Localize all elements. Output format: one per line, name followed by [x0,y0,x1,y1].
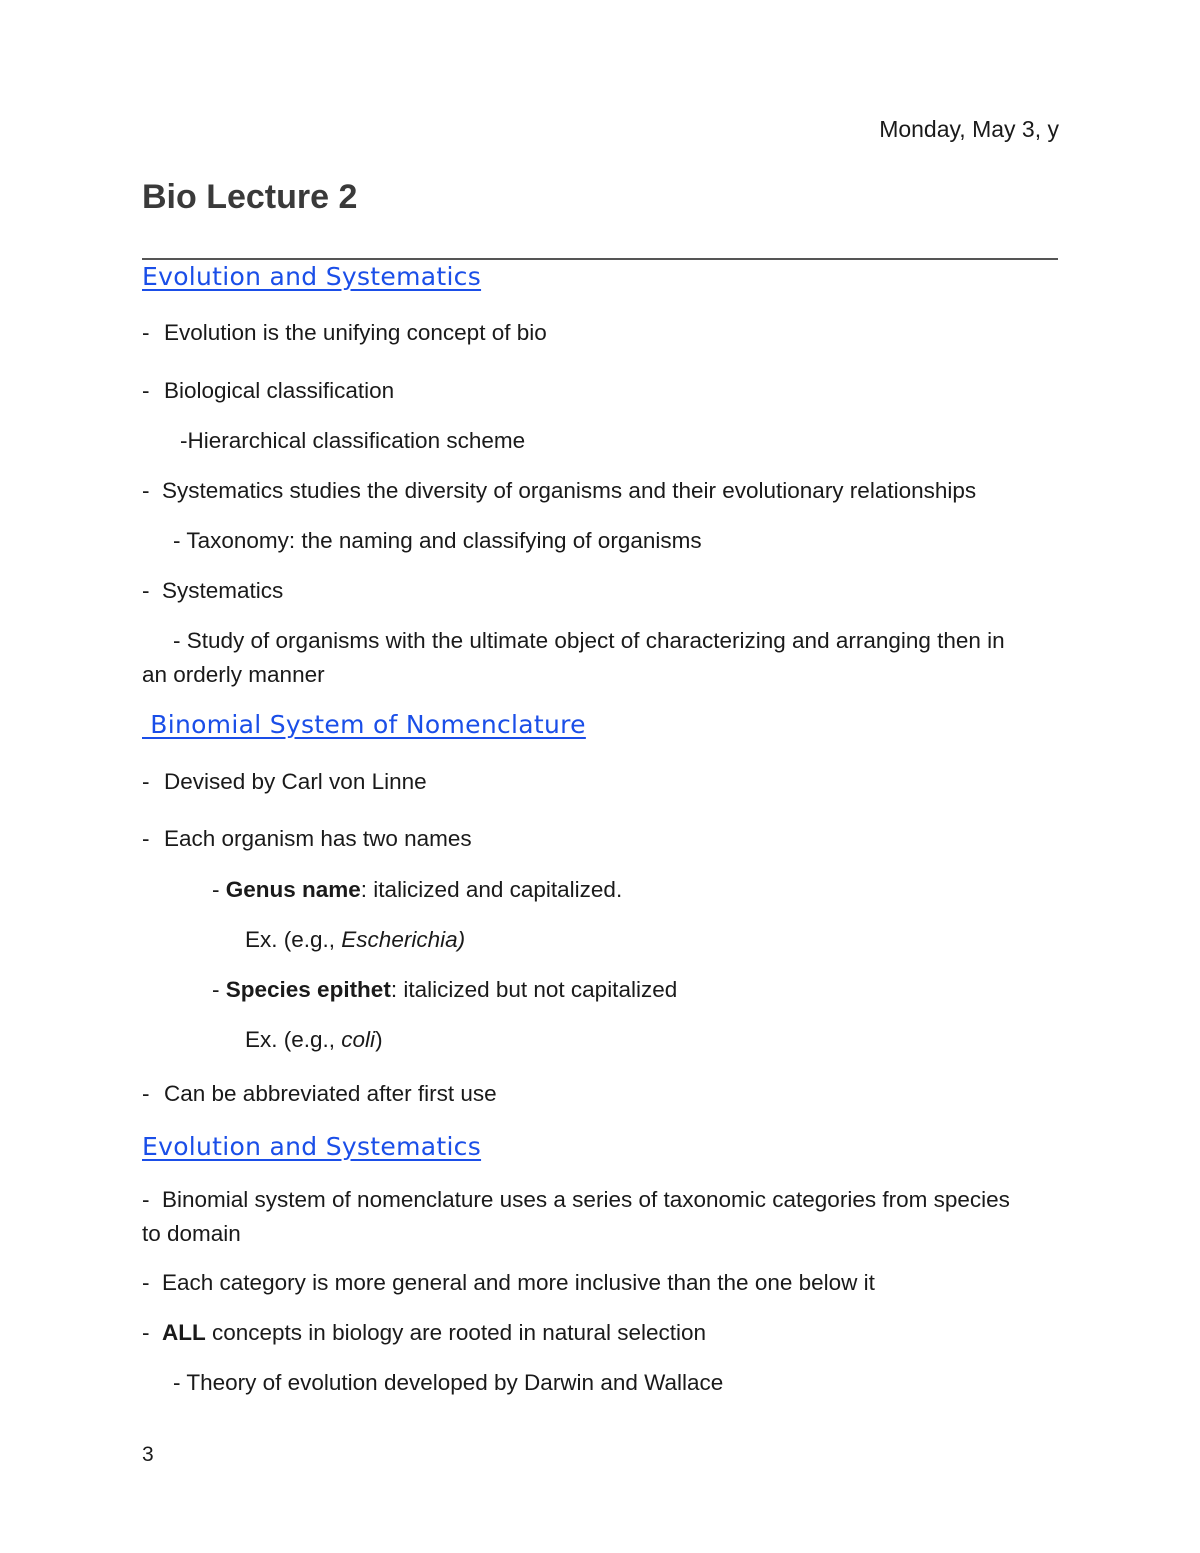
example-suffix: ) [375,1027,383,1052]
sub-bullet-line: -Hierarchical classification scheme [180,428,526,453]
genus-label: Genus name [225,877,361,902]
genus-text: : italicized and capitalized. [360,877,623,902]
example-line [245,927,465,953]
section-heading-evolution-systematics-2: Evolution and Systematics [142,1132,482,1161]
bullet-text: Devised by Carl von Linne [164,769,427,794]
bullet-line [142,826,472,852]
bullet-line [142,769,427,795]
bullet-line [142,320,547,346]
example-prefix: Ex. (e.g., [245,927,342,952]
dash-marker: - [142,1270,150,1295]
species-text: : italicized but not capitalized [390,977,678,1002]
section-heading-evolution-systematics-1: Evolution and Systematics [142,262,482,291]
example-prefix: Ex. (e.g., [245,1027,342,1052]
bullet-line [142,1270,875,1296]
dash-marker: - [142,378,150,403]
bullet-line [142,578,283,604]
bullet-text: Each organism has two names [164,826,472,851]
bullet-line [142,1081,497,1107]
bullet-line [142,1187,1010,1213]
sub-bullet-line: - Theory of evolution developed by Darwin and Wallace [173,1370,724,1395]
wrapped-line: an orderly manner [142,662,325,687]
example-italic: coli [341,1027,376,1052]
bullet-line [142,1320,706,1346]
wrapped-line: to domain [142,1221,241,1246]
bullet-text: Can be abbreviated after first use [164,1081,497,1106]
emphasis-all: ALL [162,1320,206,1345]
bullet-text: Evolution is the unifying concept of bio [164,320,547,345]
species-label: Species epithet [225,977,391,1002]
dash-marker: - [142,826,150,851]
bullet-line [142,378,394,404]
bullet-text: Binomial system of nomenclature uses a series of taxonomic categories from species [162,1187,1010,1212]
sub-bullet-line: - Study of organisms with the ultimate object of characterizing and arranging then in [173,628,1005,653]
example-line [245,1027,383,1053]
page-number: 3 [142,1443,154,1466]
sub-bullet-line: - Taxonomy: the naming and classifying of organisms [173,528,702,553]
example-italic: Escherichia) [341,927,466,952]
document-title: Bio Lecture 2 [142,178,358,216]
dash-marker: - [142,578,150,603]
dash-marker: - [142,769,150,794]
dash-marker: - [142,1320,150,1345]
title-divider [142,258,1058,260]
species-line: - Species epithet: italicized but not capitalized [212,977,678,1002]
bullet-text: Systematics studies the diversity of organisms and their evolutionary relationships [162,478,977,503]
dash-marker: - [142,1187,150,1212]
bullet-text: concepts in biology are rooted in natural selection [205,1320,707,1345]
dash-marker: - [142,320,150,345]
page-date: Monday, May 3, y [879,116,1059,142]
genus-line: - Genus name: italicized and capitalized. [212,877,623,902]
dash-marker: - [142,1081,150,1106]
section-heading-binomial-system: Binomial System of Nomenclature [142,710,586,739]
bullet-line [142,478,976,504]
dash-marker: - [142,478,150,503]
bullet-text: Biological classification [164,378,395,403]
bullet-text: Each category is more general and more inclusive than the one below it [162,1270,875,1295]
bullet-text: Systematics [162,578,284,603]
